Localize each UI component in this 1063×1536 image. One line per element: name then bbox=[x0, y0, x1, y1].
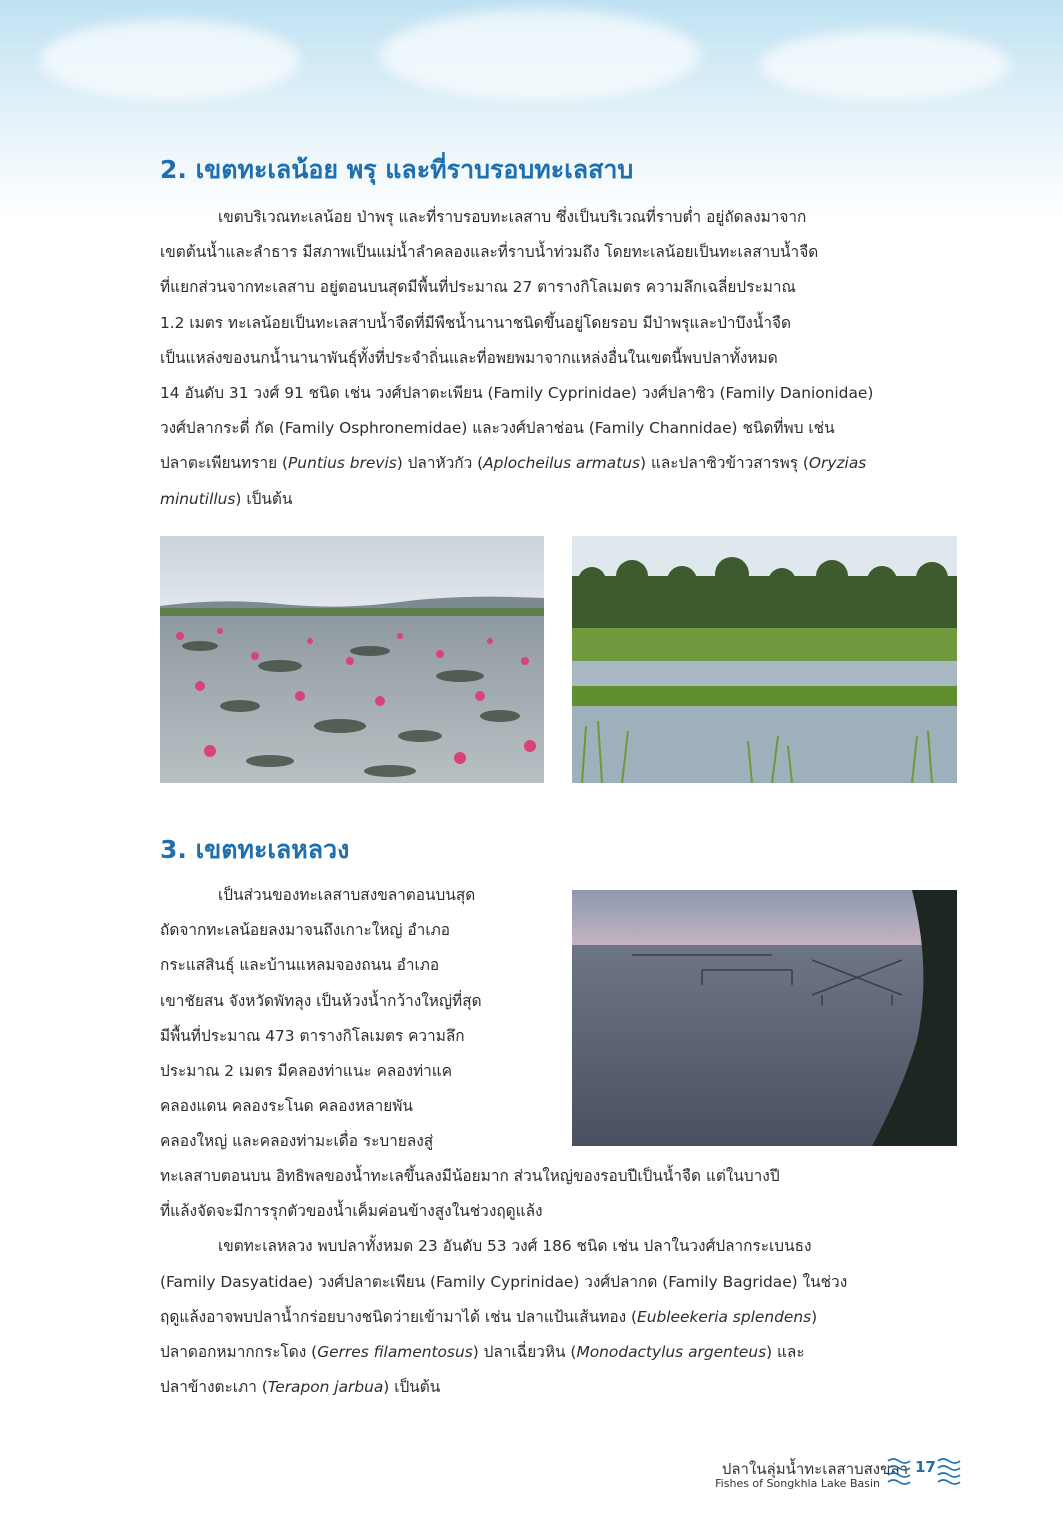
text-line: 14 อันดับ 31 วงศ์ 91 ชนิด เช่น วงศ์ปลาตะเพียน (Family Cyprinidae) วงศ์ปลาซิว (Family Danionidae) bbox=[160, 383, 874, 402]
section-2-paragraph bbox=[160, 200, 957, 517]
species-name: Monodactylus argenteus bbox=[576, 1342, 767, 1361]
text-line: เขาชัยสน จังหวัดพัทลุง เป็นห้วงน้ำกว้างใหญ่ที่สุด bbox=[160, 991, 482, 1010]
text-line: มีพื้นที่ประมาณ 473 ตารางกิโลเมตร ความลึก bbox=[160, 1026, 465, 1045]
species-name: Eubleekeria splendens bbox=[637, 1307, 812, 1326]
species-name: Gerres filamentosus bbox=[317, 1342, 473, 1361]
text-line: ถัดจากทะเลน้อยลงมาจนถึงเกาะใหญ่ อำเภอ bbox=[160, 921, 450, 940]
text-line: ทะเลสาบตอนบน อิทธิพลของน้ำทะเลขึ้นลงมีน้อยมาก ส่วนใหญ่ของรอบปีเป็นน้ำจืด แต่ในบางปี bbox=[160, 1167, 780, 1185]
text-line: 1.2 เมตร ทะเลน้อยเป็นทะเลสาบน้ำจืดที่มีพืชน้ำนานาชนิดขึ้นอยู่โดยรอบ มีป่าพรุและป่าบึงน้ำจืด bbox=[160, 313, 791, 332]
species-name: minutillus bbox=[160, 489, 236, 508]
text-line: เป็นส่วนของทะเลสาบสงขลาตอนบนสุด bbox=[218, 886, 476, 904]
text-line: คลองใหญ่ และคลองท่ามะเดื่อ ระบายลงสู่ bbox=[160, 1132, 434, 1151]
wave-icon bbox=[937, 1456, 961, 1486]
fishing-nets-lake-photo bbox=[572, 890, 957, 1146]
text-line: ที่แยกส่วนจากทะเลสาบ อยู่ตอนบนสุดมีพื้นที่ประมาณ 27 ตารางกิโลเมตร ความลึกเฉลี่ยประมาณ bbox=[160, 278, 796, 297]
section-3-narrow-paragraph bbox=[160, 878, 543, 1160]
section-2-heading: 2. เขตทะเลน้อย พรุ และที่ราบรอบทะเลสาบ bbox=[160, 155, 634, 184]
lotus-lake-photo bbox=[160, 536, 544, 783]
text-line: ปลาตะเพียนทราย (Puntius brevis) ปลาหัวกัว (Aplocheilus armatus) และปลาซิวข้าวสารพรุ (Oryzias bbox=[160, 454, 867, 473]
species-name: Terapon jarbua bbox=[267, 1378, 384, 1397]
footer-title-english: Fishes of Songkhla Lake Basin bbox=[715, 1477, 880, 1490]
text-line: ประมาณ 2 เมตร มีคลองท่าแนะ คลองท่าแค bbox=[160, 1061, 453, 1080]
text-line: ปลาดอกหมากกระโดง (Gerres filamentosus) ปลาเฉี่ยวหิน (Monodactylus argenteus) และ bbox=[160, 1342, 805, 1361]
text-line: เขตทะเลหลวง พบปลาทั้งหมด 23 อันดับ 53 วงศ์ 186 ชนิด เช่น ปลาในวงศ์ปลากระเบนธง bbox=[218, 1237, 812, 1256]
species-name: Aplocheilus armatus bbox=[483, 454, 641, 473]
species-name: Puntius brevis bbox=[288, 454, 397, 473]
text-line: วงศ์ปลากระดี่ กัด (Family Osphronemidae) และวงศ์ปลาช่อน (Family Channidae) ชนิดที่พบ เช่น bbox=[160, 419, 835, 438]
wave-icon bbox=[887, 1456, 911, 1486]
footer-title-thai: ปลาในลุ่มน้ำทะเลสาบสงขลา bbox=[721, 1460, 908, 1478]
text-line: ฤดูแล้งอาจพบปลาน้ำกร่อยบางชนิดว่ายเข้ามาได้ เช่น ปลาแป้นเส้นทอง (Eubleekeria splendens) bbox=[160, 1307, 818, 1326]
text-line: minutillus) เป็นต้น bbox=[160, 489, 293, 508]
text-line: ปลาข้างตะเภา (Terapon jarbua) เป็นต้น bbox=[160, 1378, 441, 1397]
text-line: (Family Dasyatidae) วงศ์ปลาตะเพียน (Family Cyprinidae) วงศ์ปลากด (Family Bagridae) ในช่วง bbox=[160, 1272, 848, 1291]
section-3-wide-paragraph bbox=[160, 1159, 957, 1405]
text-line: กระแสสินธุ์ และบ้านแหลมจองถนน อำเภอ bbox=[160, 956, 440, 975]
text-line: เขตต้นน้ำและลำธาร มีสภาพเป็นแม่น้ำลำคลองและที่ราบน้ำท่วมถึง โดยทะเลน้อยเป็นทะเลสาบน้ำจืด bbox=[160, 243, 819, 262]
page-number: 17 bbox=[915, 1458, 936, 1476]
palm-wetland-photo bbox=[572, 536, 957, 783]
text-line: เขตบริเวณทะเลน้อย ป่าพรุ และที่ราบรอบทะเลสาบ ซึ่งเป็นบริเวณที่ราบต่ำ อยู่ถัดลงมาจาก bbox=[218, 208, 807, 226]
text-line: ที่แล้งจัดจะมีการรุกตัวของน้ำเค็มค่อนข้างสูงในช่วงฤดูแล้ง bbox=[160, 1202, 543, 1221]
text-line: เป็นแหล่งของนกน้ำนานาพันธุ์ทั้งที่ประจำถิ่นและที่อพยพมาจากแหล่งอื่นในเขตนี้พบปลาทั้งหมด bbox=[160, 348, 778, 367]
species-name: Oryzias bbox=[808, 454, 867, 473]
section-3-heading: 3. เขตทะเลหลวง bbox=[160, 835, 350, 864]
text-line: คลองแดน คลองระโนด คลองหลายพัน bbox=[160, 1097, 413, 1116]
